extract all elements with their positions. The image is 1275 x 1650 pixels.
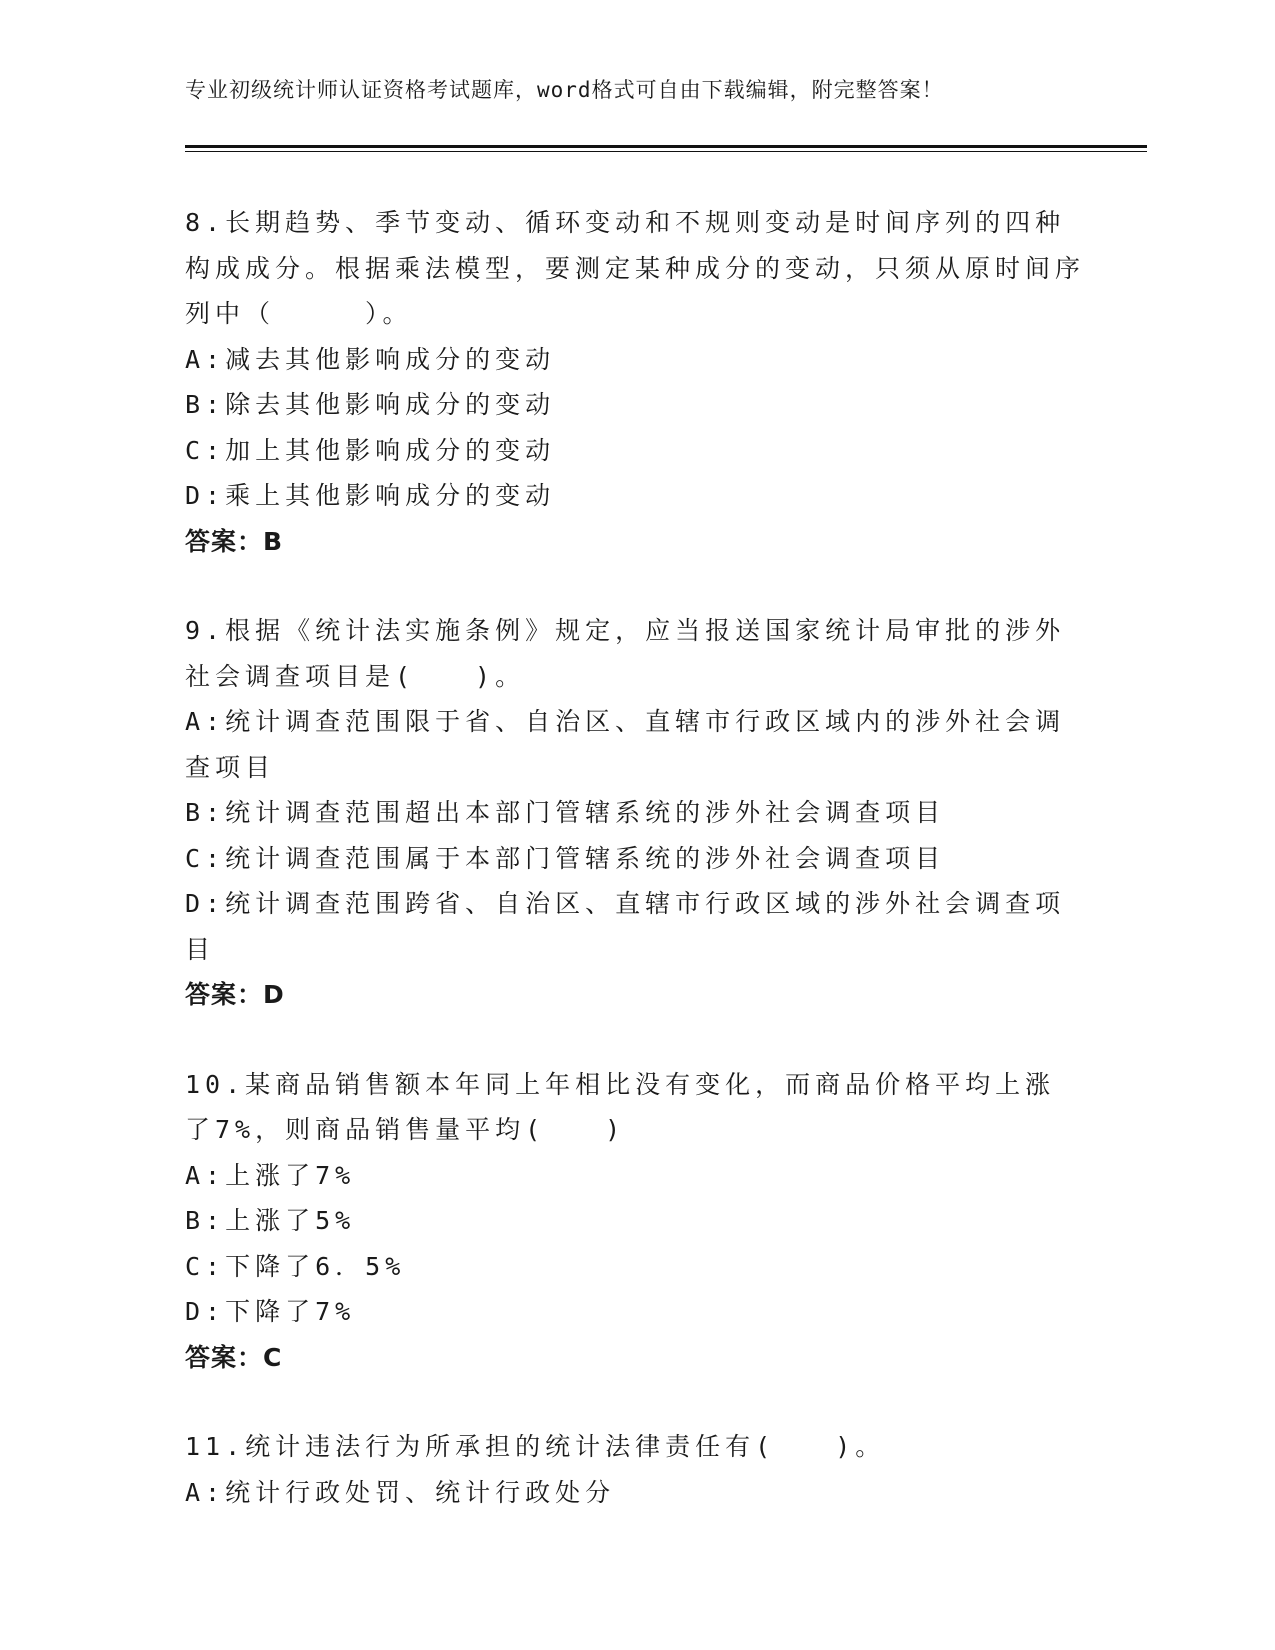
option-a: A:统计行政处罚、统计行政处分	[185, 1477, 616, 1507]
question-8	[185, 200, 1085, 564]
option-a: A:统计调查范围限于省、自治区、直辖市行政区域内的涉外社会调查项目	[185, 707, 1066, 782]
question-stem: 10.某商品销售额本年同上年相比没有变化，而商品价格平均上涨了7%，则商品销售量平均( )	[185, 1069, 1056, 1144]
question-list	[185, 200, 1085, 1559]
answer: 答案：D	[185, 980, 285, 1009]
question-stem: 11.统计违法行为所承担的统计法律责任有( )。	[185, 1432, 886, 1461]
option-c: C:统计调查范围属于本部门管辖系统的涉外社会调查项目	[185, 843, 946, 873]
option-d: D:下降了7%	[185, 1297, 356, 1326]
option-a: A:减去其他影响成分的变动	[185, 344, 556, 374]
question-stem: 8.长期趋势、季节变动、循环变动和不规则变动是时间序列的四种构成成分。根据乘法模型，要测定某种成分的变动，只须从原时间序列中（ ）。	[185, 208, 1086, 328]
option-c: C:加上其他影响成分的变动	[185, 435, 556, 465]
question-9	[185, 608, 1085, 1018]
answer: 答案：C	[185, 1342, 283, 1372]
header-rule-thin	[185, 151, 1147, 152]
answer: 答案：B	[185, 526, 284, 556]
option-a: A:上涨了7%	[185, 1160, 356, 1190]
question-stem: 9.根据《统计法实施条例》规定，应当报送国家统计局审批的涉外社会调查项目是( )。	[185, 616, 1066, 691]
question-11	[185, 1424, 1085, 1515]
option-d: D:统计调查范围跨省、自治区、直辖市行政区域的涉外社会调查项目	[185, 889, 1066, 964]
option-c: C:下降了6．5%	[185, 1251, 406, 1281]
option-b: B:统计调查范围超出本部门管辖系统的涉外社会调查项目	[185, 798, 946, 827]
option-b: B:除去其他影响成分的变动	[185, 390, 556, 419]
question-10	[185, 1062, 1085, 1381]
option-d: D:乘上其他影响成分的变动	[185, 481, 556, 510]
page-header: 专业初级统计师认证资格考试题库，word格式可自由下载编辑，附完整答案！	[185, 78, 944, 102]
option-b: B:上涨了5%	[185, 1206, 356, 1235]
header-rule-thick	[185, 145, 1147, 148]
